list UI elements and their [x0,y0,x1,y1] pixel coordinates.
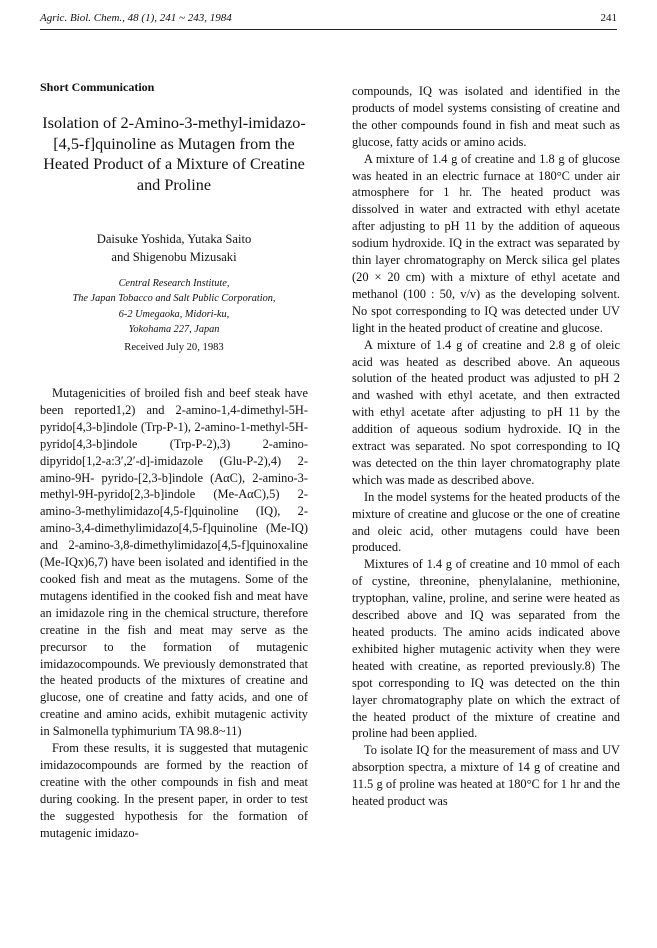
authors-line-1: Daisuke Yoshida, Yutaka Saito [96,232,252,246]
affiliation-line-2: The Japan Tobacco and Salt Public Corporation, [72,293,276,305]
received-date: Received July 20, 1983 [124,342,224,353]
body-paragraph: From these results, it is suggested that mutagenic imidazocompounds are formed by the reaction of creatine with the other compounds in fish and meat during cooking. In the present paper, in order to test the suggested hypothesis for the formation of mutagenic imidazo- [40,741,308,840]
body-paragraph: compounds, IQ was isolated and identified in the products of model systems consisting of creatine and the other compounds found in fish and meat such as glucose, fatty acids or amino acids. [352,84,620,149]
journal-citation: Agric. Biol. Chem., 48 (1), 241 ~ 243, 1984 [40,12,232,24]
body-paragraph: A mixture of 1.4 g of creatine and 2.8 g of oleic acid was heated as described above. An aqueous solution of the heated product was adjusted to pH 2 and washed with ethyl acetate, and then extracted with ethyl acetate after adjusting to pH 11 by the addition of aqueous sodium hydroxide. IQ in the extract was separated. No spot corresponding to IQ was detected on the thin layer chromatography plate which was made as described above. [352,337,620,487]
running-header [40,12,617,24]
page-number: 241 [600,12,617,24]
affiliation [40,276,308,337]
affiliation-line-1: Central Research Institute, [118,278,230,289]
affiliation-line-3: 6-2 Umegaoka, Midori-ku, [118,308,230,320]
body-paragraph: To isolate IQ for the measurement of mass and UV absorption spectra, a mixture of 14 g of creatine and 11.5 g of proline was heated at 180°C for 1 hr and the heated product was [352,743,620,809]
body-paragraph: Mixtures of 1.4 g of creatine and 10 mmol of each of cystine, threonine, phenylalanine, methionine, tryptophan, valine, proline, and serine were heated as described above and IQ was separated from the heated products. The amino acids indicated above exhibited higher mutagenic activity when they were heated with creatine, as reported previously.8) The spot corresponding to IQ was detected on the thin layer chromatography plate on which the extract of the heated product of the mixture of creatine and proline had been applied. [352,557,620,741]
authors [40,230,308,266]
left-column-body [40,385,308,841]
affiliation-line-4: Yokohama 227, Japan [128,323,220,335]
section-label: Short Communication [40,80,155,94]
body-paragraph: Mutagenicities of broiled fish and beef steak have been reported1,2) and 2-amino-1,4-dimethyl-5H-pyrido[4,3-b]indole (Trp-P-1), 2-amino-1-methyl-5H-pyrido[4,3-b]indole (Trp-P-2),3) 2-amino-dipyrido[1,2-a:3′,2′-d]-imidazole (Glu-P-2),4) 2-amino-9H- pyrido-[2,3-b]indole (AαC), 2-amino-3-methyl-9H-pyrido[2,3-b]indole (Me-AαC),5) 2-amino-3-methylimidazo[4,5-f]quinoline (IQ), 2-amino-3,4-dimethylimidazo[4,5-f]quinoline (Me-IQ) and 2-amino-3,8-dimethylimidazo[4,5-f]quinoxaline (Me-IQx)6,7) have been isolated and identified in the cooked fish and meat as the mutagens. Some of the mutagens identified in the cooked fish and meat have an imidazole ring in the chemical structure, therefore creatine in the fish and meat may serve as the precursor to the formation of mutagenic imidazocompounds. We previously demonstrated that the heated products of the mixtures of creatine and glucose, one of creatine and fatty acids, and one of creatine and amino acids, exhibit mutagenic activity in Salmonella typhimurium TA 98.8~11) [40,386,308,739]
header-rule [40,29,617,30]
authors-line-2: and Shigenobu Mizusaki [111,250,237,264]
right-column-body [352,83,620,810]
body-paragraph: A mixture of 1.4 g of creatine and 1.8 g of glucose was heated in an electric furnace at 180°C under air atmosphere for 1 hr. The heated product was dissolved in water and extracted with ethyl acetate after adjusting to pH 11 by the addition of aqueous sodium hydroxide. IQ in the extract was separated by thin layer chromatography on Merck silica gel plates (20 × 20 cm) with a mixture of ethyl acetate and methanol (100 : 50, v/v) as the developing solvent. No spot corresponding to IQ was detected under UV light in the heated product of creatine and glucose. [352,151,620,335]
article-title: Isolation of 2-Amino-3-methyl-imidazo- [4,5-f]quinoline as Mutagen from the Heated Product of a Mixture of Creatine and Proline [42,114,306,194]
body-paragraph: In the model systems for the heated products of the mixture of creatine and glucose or the one of creatine and oleic acid, other mutagens could have been produced. [352,489,620,555]
